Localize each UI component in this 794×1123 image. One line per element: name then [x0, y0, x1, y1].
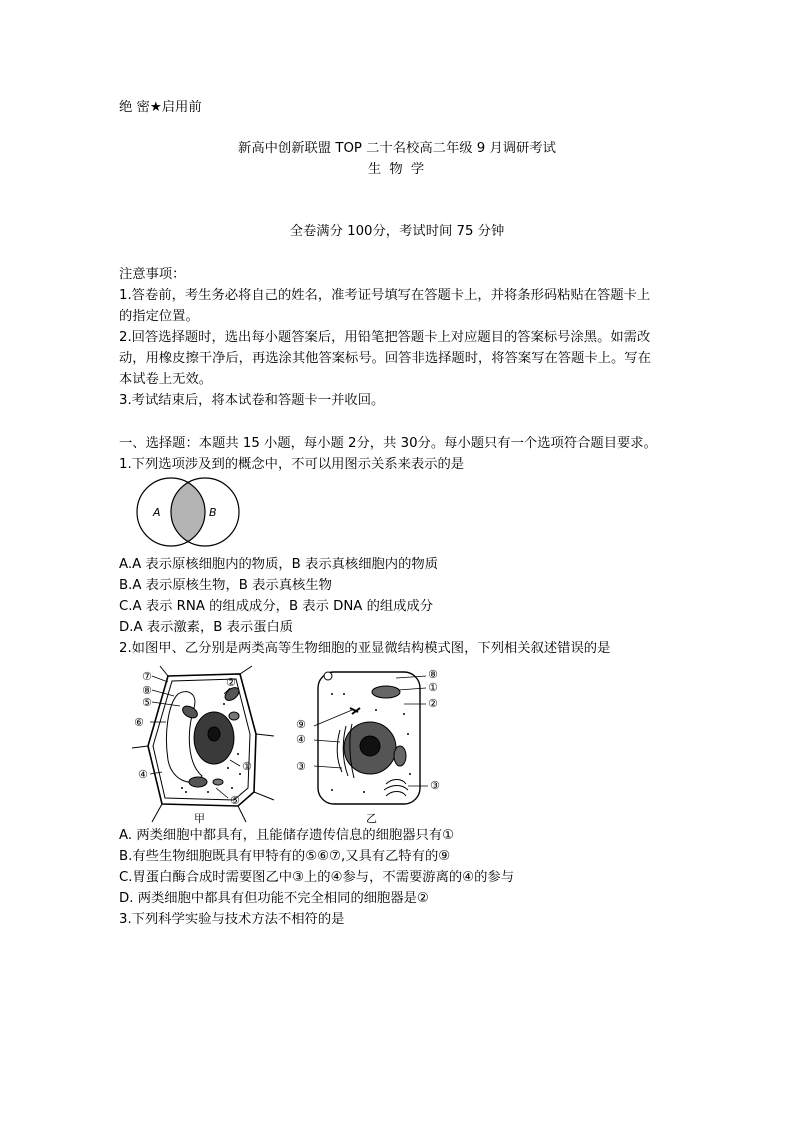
q1-stem: 1.下列选项涉及到的概念中，不可以用图示关系来表示的是 [119, 457, 465, 472]
notes-heading: 注意事项： [119, 267, 186, 282]
mitochondrion [394, 746, 406, 766]
q1-option-d: D.A 表示激素，B 表示蛋白质 [119, 620, 294, 635]
exam-title: 新高中创新联盟 TOP 二十名校高二年级 9 月调研考试 [238, 141, 556, 156]
leader-line [314, 710, 352, 726]
leader-line [230, 760, 240, 766]
q2-option-b: B.有些生物细胞既具有甲特有的⑤⑥⑦,又具有乙特有的⑨ [119, 849, 451, 864]
note-1: 1.答卷前，考生务必将自己的姓名，准考证号填写在答题卡上，并将条形码粘贴在答题卡上 [119, 288, 651, 303]
animal-caption: 乙 [366, 812, 377, 824]
animal-label-3b: ③ [430, 779, 440, 792]
animal-label-2: ② [428, 697, 438, 710]
nucleolus [208, 727, 220, 741]
plant-label-2: ② [226, 676, 236, 689]
leader-line [150, 772, 162, 774]
label-a: A [153, 506, 161, 519]
plant-label-8: ⑧ [142, 684, 152, 697]
animal-label-1: ① [428, 681, 438, 694]
animal-label-8: ⑧ [428, 668, 438, 681]
plant-label-7: ⑦ [142, 670, 152, 683]
plant-label-5b: ⑤ [230, 794, 240, 807]
nucleolus [360, 736, 380, 756]
note-2: 2.回答选择题时，选出每小题答案后，用铅笔把答题卡上对应题目的答案标号涂黑。如需改 [119, 330, 651, 345]
leader-line [216, 788, 228, 798]
leader-line [398, 688, 426, 690]
note-1-cont: 的指定位置。 [119, 309, 199, 324]
label-b: B [209, 506, 217, 519]
section-heading: 一、选择题：本题共 15 小题，每小题 2分，共 30分。每小题只有一个选项符合题目要求。 [119, 436, 657, 451]
mitochondrion [229, 712, 239, 720]
plant-label-6: ⑥ [134, 716, 144, 729]
animal-cell-diagram [292, 664, 452, 824]
note-3: 3.考试结束后，将本试卷和答题卡一并收回。 [119, 393, 385, 408]
leader-line [152, 676, 168, 682]
mitochondrion [372, 686, 400, 698]
q1-option-a: A.A 表示原核细胞内的物质，B 表示真核细胞内的物质 [119, 557, 438, 572]
q2-option-a: A. 两类细胞中都具有，且能储存遗传信息的细胞器只有① [119, 828, 455, 843]
q2-option-c: C.胃蛋白酶合成时需要图乙中③上的④参与，不需要游离的④的参与 [119, 870, 514, 885]
plant-caption: 甲 [194, 812, 205, 824]
animal-label-9: ⑨ [296, 718, 306, 731]
plant-label-5: ⑤ [142, 696, 152, 709]
q2-stem: 2.如图甲、乙分别是两类高等生物细胞的亚显微结构模式图，下列相关叙述错误的是 [119, 641, 611, 656]
confidential-mark: 绝 密★启用前 [119, 100, 202, 115]
golgi [384, 780, 408, 797]
q3-stem: 3.下列科学实验与技术方法不相符的是 [119, 912, 345, 927]
vesicle [324, 672, 332, 680]
q1-option-c: C.A 表示 RNA 的组成成分，B 表示 DNA 的组成成分 [119, 599, 434, 614]
plant-label-1: ① [242, 760, 252, 773]
centrosome [350, 708, 360, 714]
note-2-cont: 动，用橡皮擦干净后，再选涂其他答案标号。回答非选择题时，将答案写在答题卡上。写在 [119, 351, 651, 366]
leader-line [396, 676, 426, 678]
venn-diagram [125, 476, 247, 548]
plant-label-4: ④ [138, 768, 148, 781]
animal-label-4: ④ [296, 733, 306, 746]
plant-cell-diagram [128, 664, 276, 824]
note-2-cont2: 本试卷上无效。 [119, 372, 213, 387]
q2-option-d: D. 两类细胞中都具有但功能不完全相同的细胞器是② [119, 891, 429, 906]
mitochondrion [213, 779, 223, 785]
score-info: 全卷满分 100分，考试时间 75 分钟 [289, 224, 505, 239]
chloroplast [189, 777, 207, 787]
subject-title: 生 物 学 [367, 162, 427, 177]
animal-label-3: ③ [296, 760, 306, 773]
q1-option-b: B.A 表示原核生物，B 表示真核生物 [119, 578, 332, 593]
